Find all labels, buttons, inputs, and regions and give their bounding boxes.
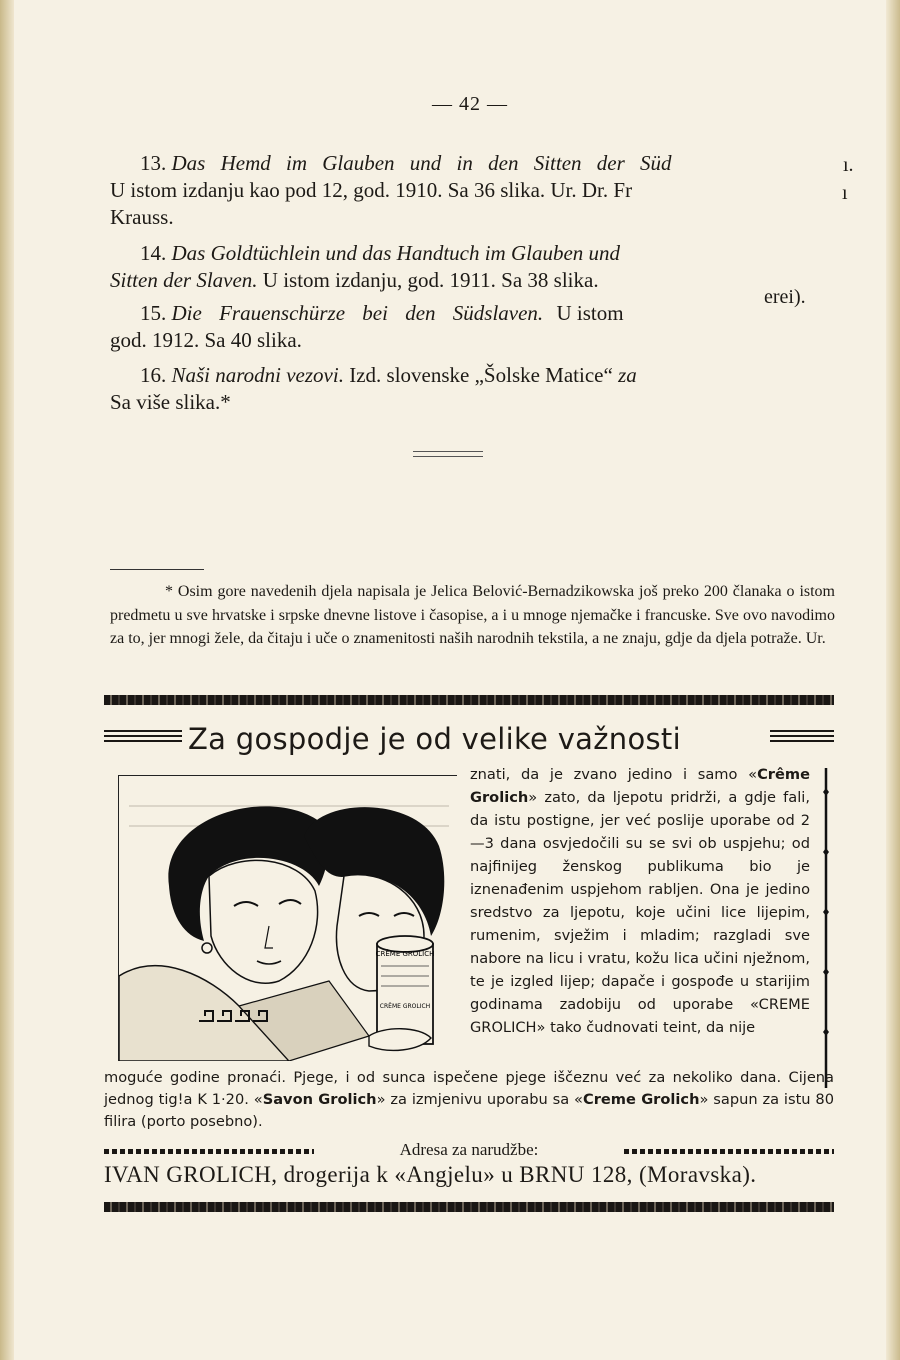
bibliography-entry-14 xyxy=(110,240,835,294)
entry-details-2: Krauss. xyxy=(110,205,174,229)
two-women-illustration xyxy=(119,776,457,1061)
section-divider xyxy=(413,451,483,457)
ad-illustration xyxy=(118,775,457,1061)
entry-details: Izd. slovenske „Šolske Matice“ xyxy=(349,363,613,387)
page-edge-right xyxy=(886,0,900,1360)
ad-text: » sapun za istu 80 filira (porto posebno). xyxy=(104,1091,834,1130)
entry-number: 14. xyxy=(140,241,167,265)
entry-details-2: god. 1912. Sa 40 slika. xyxy=(110,328,302,352)
ad-text: moguće godine pronaći. Pjege, i od sunca ispečene pjege iščeznu već za nekoliko dana. Cijena jednog tig!a K 1·20. « xyxy=(104,1069,834,1108)
entry-title: Das Hemd im Glauben und in den Sitten der Süd xyxy=(171,151,672,175)
entry-number: 13. xyxy=(140,151,167,175)
page-number: — 42 — xyxy=(432,93,508,115)
entry-title: Das Goldtüchlein und das Handtuch im Glauben und xyxy=(171,241,621,265)
entry-details: U istom xyxy=(556,301,624,325)
margin-note: erei). xyxy=(764,286,806,308)
entry-number: 16. xyxy=(140,363,167,387)
brand-name: Crême Grolich xyxy=(470,766,810,806)
ad-title-row xyxy=(104,722,834,762)
entry-title-2: za xyxy=(618,363,637,387)
entry-title: Die Frauenschürze bei den Südslaven. xyxy=(171,301,544,325)
entry-details-2: Sa više slika.* xyxy=(110,390,231,414)
jar-label-top: CRÊME GROLICH xyxy=(375,950,435,958)
order-address: IVAN GROLICH, drogerija k «Angjelu» u BRNU 128, (Moravska). xyxy=(104,1162,757,1187)
page-edge-left xyxy=(0,0,14,1360)
margin-note: ı xyxy=(842,182,848,204)
address-label-row xyxy=(104,1140,834,1162)
margin-note: ı. xyxy=(843,154,854,176)
ad-text: znati, da je zvano jedino i samo « xyxy=(470,766,758,783)
footnote-rule xyxy=(110,569,204,570)
entry-title: Naši narodni vezovi. xyxy=(171,363,344,387)
bibliography-entry-16 xyxy=(110,362,835,416)
address-label: Adresa za narudžbe: xyxy=(399,1140,539,1159)
entry-title-2: Sitten der Slaven. xyxy=(110,268,258,292)
entry-details: U istom izdanju, god. 1911. Sa 38 slika. xyxy=(262,268,599,292)
ornamental-side-rule xyxy=(820,768,832,1088)
ornamental-border-bottom xyxy=(104,1202,834,1212)
ornamental-border-top xyxy=(104,695,834,705)
title-dashes-left xyxy=(104,730,182,744)
wave-ornament-right xyxy=(624,1149,834,1154)
ad-text: » za izmjenivu uporabu sa « xyxy=(376,1091,583,1108)
bibliography-entry-15 xyxy=(110,300,835,354)
jar-label-bottom: CRÊME GROLICH xyxy=(379,1003,431,1010)
ad-body-continued xyxy=(104,1067,834,1133)
entry-details: U istom izdanju kao pod 12, god. 1910. Sa 36 slika. Ur. Dr. Fr xyxy=(110,178,633,202)
footnote: * Osim gore navedenih djela napisala je Jelica Belović-Bernadzikowska još preko 200 članaka o istom predmetu u sve hrvatske i srpske dnevne listove i časopise, a i u mnoge njemačke i francuske. Sve ovo navodimo za to, jer mnogi žele, da čitaju i uče o znamenitosti naših narodnih tekstila, a ne znaju, gdje da djela potraže. Ur. xyxy=(110,583,835,647)
bibliography-entry-13 xyxy=(110,150,835,231)
ad-body-column xyxy=(470,763,810,1039)
ad-title: Za gospodje je od velike važnosti xyxy=(188,722,681,756)
title-dashes-right xyxy=(770,730,834,744)
brand-name: Savon Grolich xyxy=(262,1091,377,1108)
entry-number: 15. xyxy=(140,301,167,325)
brand-name: Creme Grolich xyxy=(582,1091,700,1108)
ad-text: » zato, da ljepotu pridrži, a gdje fali, da istu postigne, jer već poslije uporabe od 2—3 dana osvjedočili su se svi ob uspjehu; od najfinijeg ženskog publikuma bio je iznenađenim uspjehom rabljen. Ona je jedino sredstvo za ljepotu, koje učini lice lijepim, rumenim, svježim i mladim; razgladi sve nabore na licu i vratu, kožu lica učini nježnom, te je izgled lijep; dapače i gospođe u starijim godinama zadobiju od uporabe «CREME GROLICH» tako čudnovati teint, da nije xyxy=(470,789,810,1036)
